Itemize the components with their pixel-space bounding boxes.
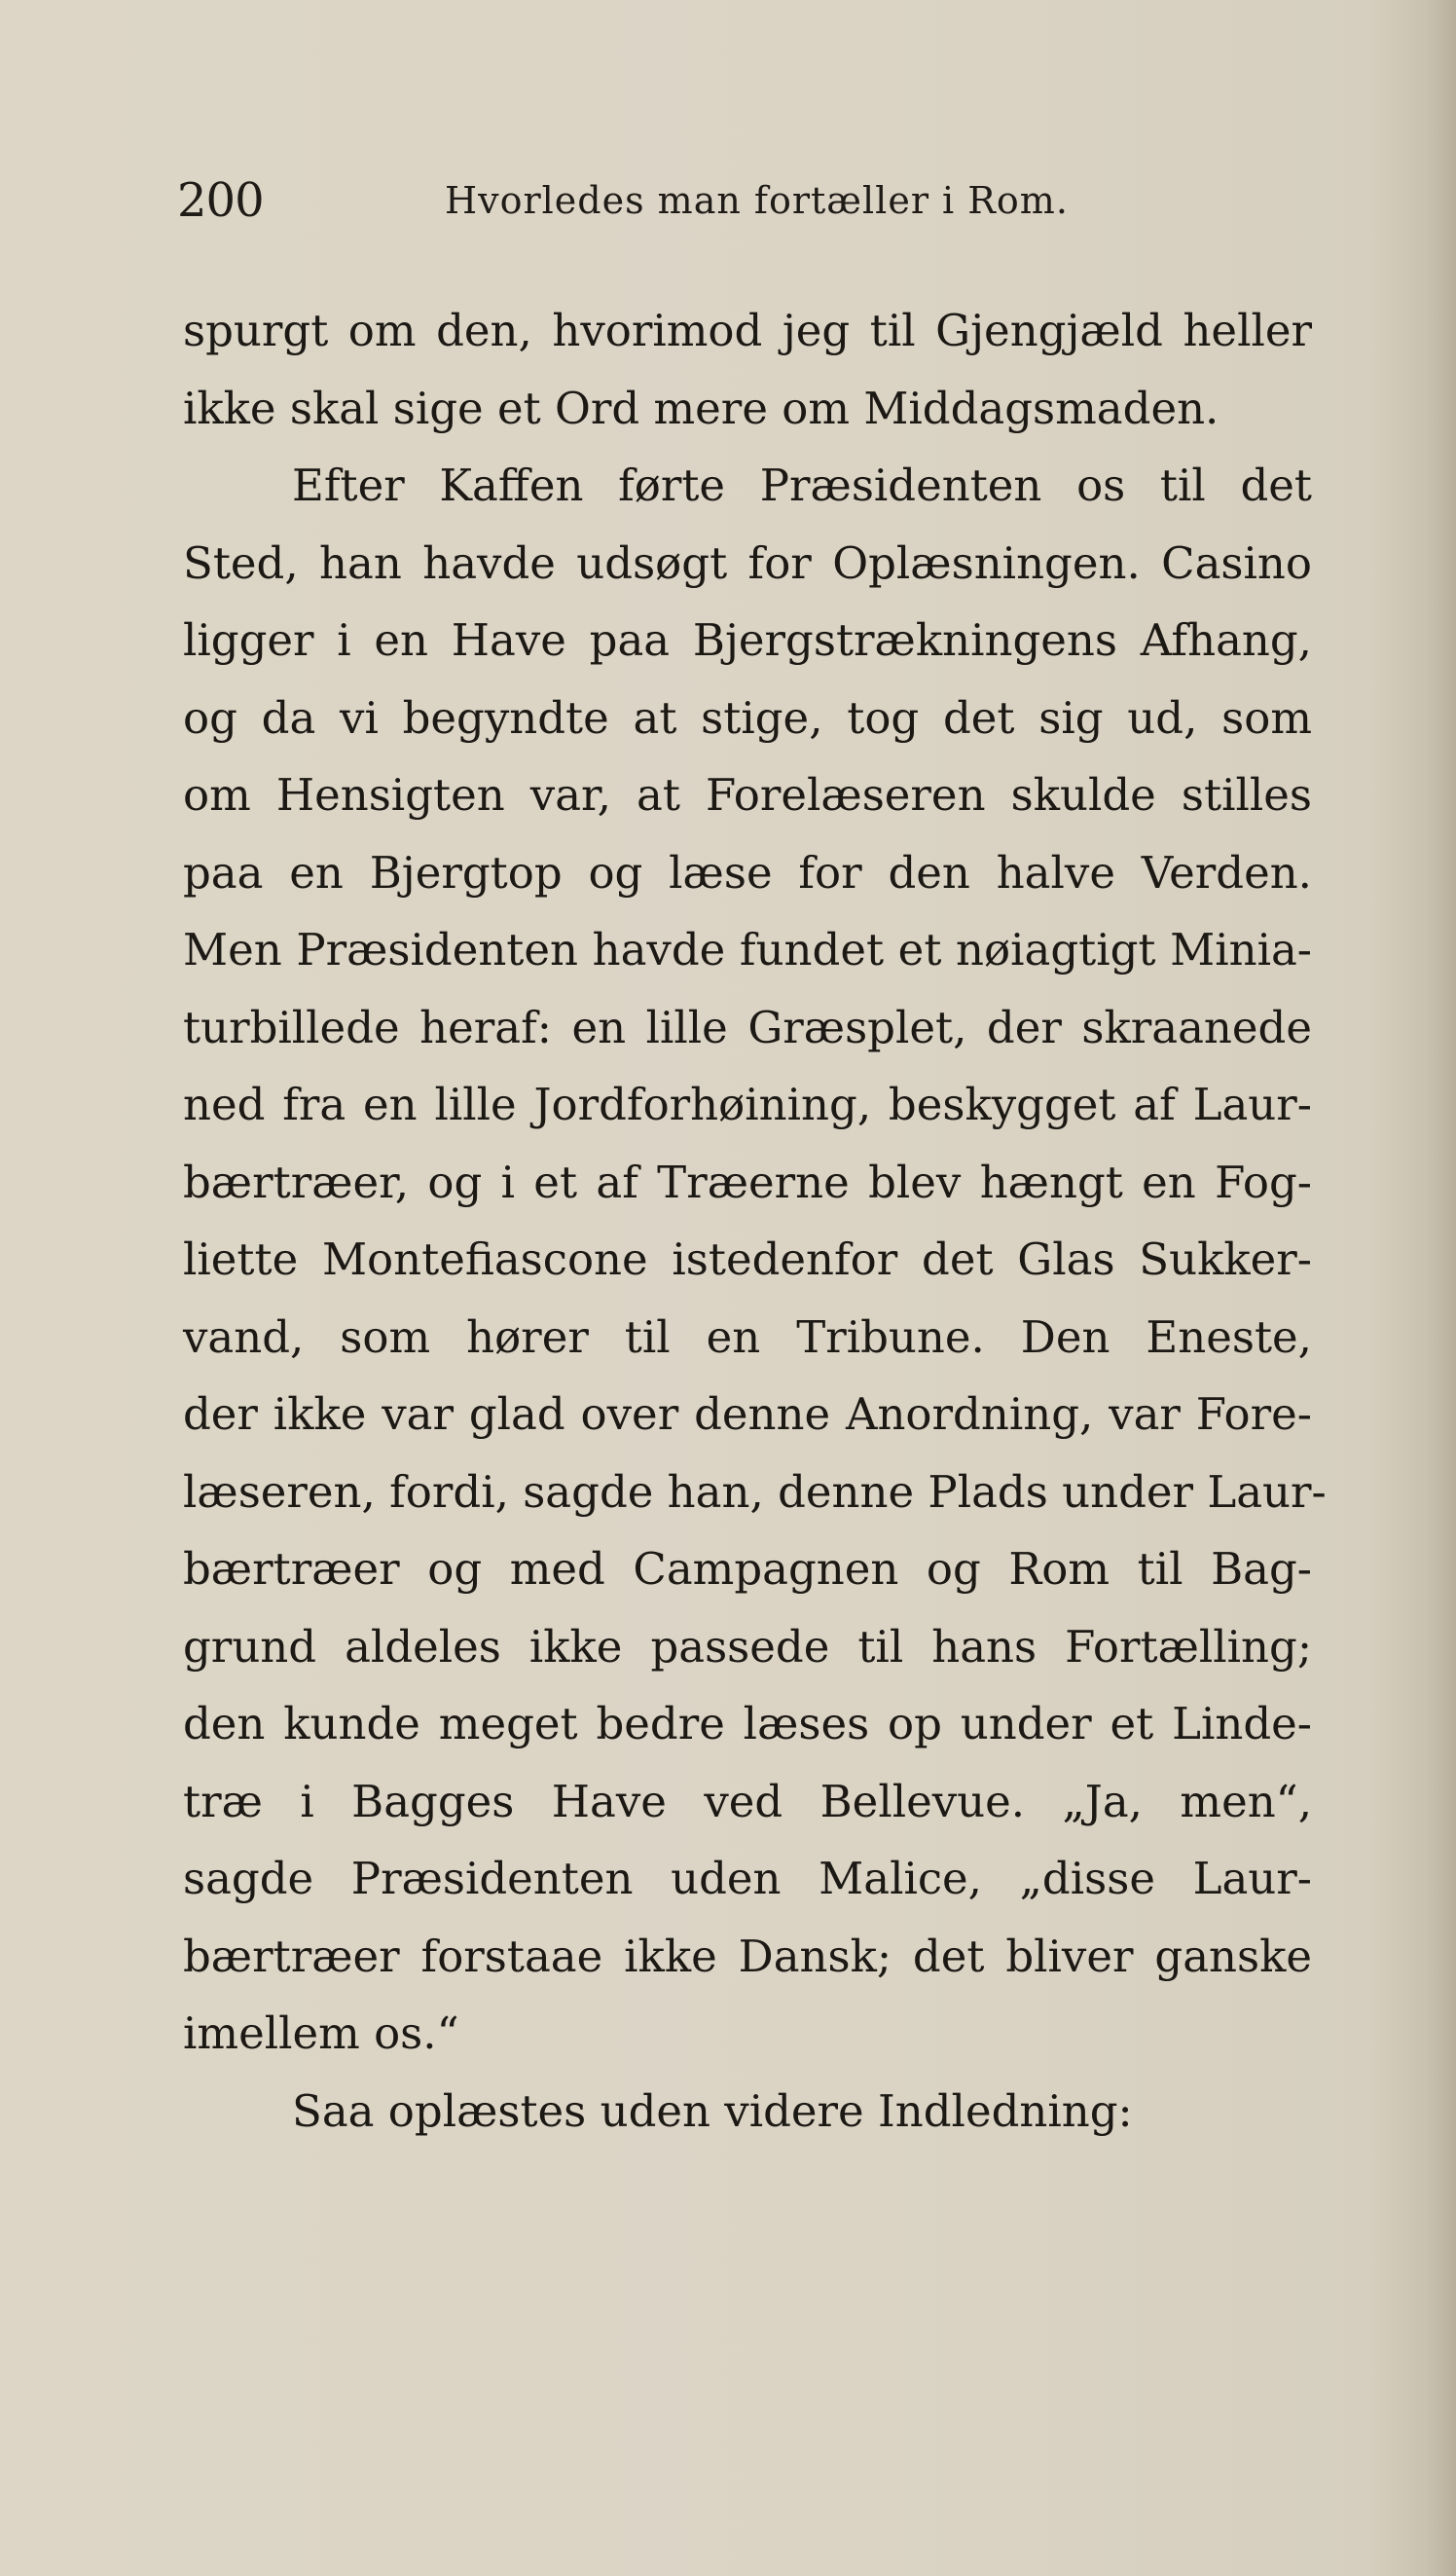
text-line: liette Montefiascone istedenfor det Glas Sukker- [183,1233,1312,1285]
text-line: Sted, han havde udsøgt for Oplæsningen. Casino [183,536,1312,589]
text-line: grund aldeles ikke passede til hans Fortælling; [183,1620,1312,1673]
text-line: træ i Bagges Have ved Bellevue. „Ja, men“, [183,1775,1312,1827]
text-line: og da vi begyndte at stige, tog det sig ud, som [183,691,1312,744]
text-line: om Hensigten var, at Forelæseren skulde stilles [183,769,1312,821]
text-line: der ikke var glad over denne Anordning, var Fore- [183,1388,1312,1440]
text-line: vand, som hører til en Tribune. Den Eneste, [183,1310,1312,1363]
text-line: Men Præsidenten havde fundet et nøiagtigt Minia- [183,924,1312,975]
text-line: ligger i en Have paa Bjergstrækningens Afhang, [183,614,1312,666]
text-line: paa en Bjergtop og læse for den halve Verden. [183,846,1312,899]
page-number: 200 [177,173,264,228]
text-line: læseren, fordi, sagde han, denne Plads under Laur- [183,1465,1327,1518]
text-line: imellem os.“ [183,2007,459,2059]
text-line: ned fra en lille Jordforhøining, beskygget af Laur- [183,1079,1312,1130]
text-line: ikke skal sige et Ord mere om Middagsmaden. [183,382,1219,434]
text-line: turbillede heraf: en lille Græsplet, der skraanede [183,1001,1312,1053]
text-line: bærtræer, og i et af Træerne blev hængt en Fog- [183,1156,1312,1208]
text-line: Efter Kaffen førte Præsidenten os til det [292,460,1312,511]
text-line: spurgt om den, hvorimod jeg til Gjengjæld heller [183,305,1312,356]
text-line: den kunde meget bedre læses op under et Linde- [183,1698,1312,1749]
running-head: Hvorledes man fortæller i Rom. [445,179,1069,222]
text-line: Saa oplæstes uden videre Indledning: [292,2084,1133,2137]
page-header [177,173,1310,241]
text-line: sagde Præsidenten uden Malice, „disse Laur- [183,1853,1312,1904]
body-text [183,292,1327,2150]
text-line: bærtræer forstaae ikke Dansk; det bliver ganske [183,1930,1312,1982]
text-line: bærtræer og med Campagnen og Rom til Bag- [183,1543,1312,1595]
